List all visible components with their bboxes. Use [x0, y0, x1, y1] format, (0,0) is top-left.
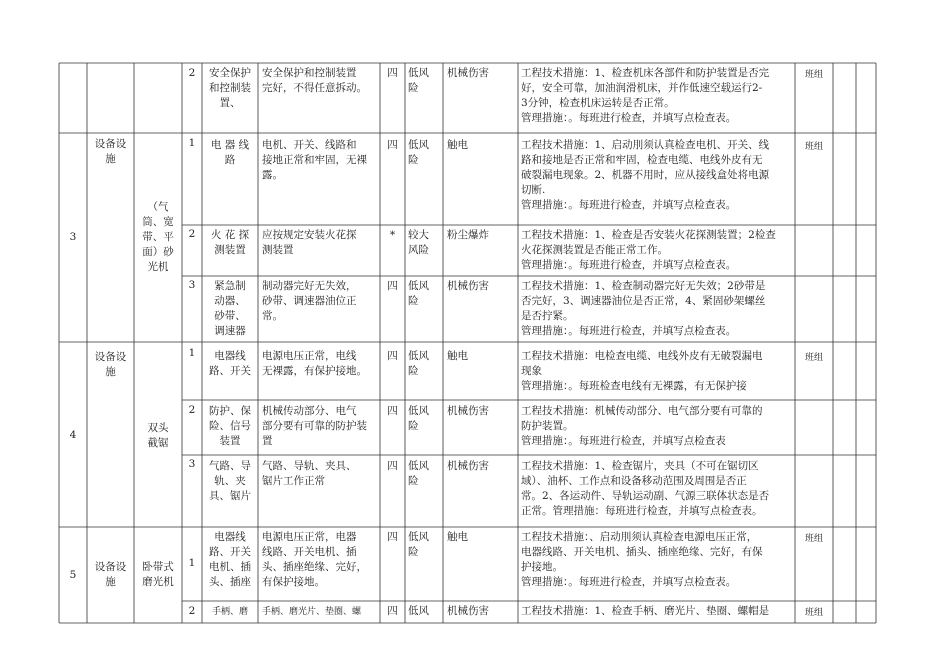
- item-index: 2: [188, 404, 196, 416]
- row-number: 3: [69, 231, 77, 243]
- risk-level: 低风: [408, 605, 429, 617]
- level-mark: 四: [387, 67, 398, 79]
- standard-text: 电机、开关、线路和 接地正常和牢固，无裸 露。: [262, 139, 367, 181]
- item-index: 2: [188, 605, 196, 617]
- risk-level: 低风 险: [408, 460, 429, 487]
- level-mark: 四: [387, 280, 398, 292]
- control-measures: 工程技术措施：1、检查机床各部件和防护装置是否完 好，安全可靠，加油润滑机床，并作低速空载运行2- 3分钟，检查机床运转是否正常。 管理措施：。每班进行检查，并填写点检查表。: [521, 67, 770, 124]
- responsible-owner: 班组: [804, 608, 823, 618]
- standard-text: 电源电压正常，电器 线路、开关电机、插 头、插座绝缘、完好， 有保护接地。: [262, 531, 367, 588]
- inspection-part: 安全保护 和控制装 置、: [209, 67, 251, 109]
- responsible-owner: 班组: [804, 353, 823, 363]
- risk-level: 低风 险: [408, 280, 429, 307]
- risk-level: 低风 险: [408, 67, 429, 94]
- inspection-part: 火 花 探 测装置: [210, 229, 250, 256]
- accident-type: 粉尘爆炸: [447, 229, 489, 241]
- control-measures: 工程技术措施：1、检查是否安装火花探测装置；2检查 火花探测装置是否能正常工作。 管理措施：。每班进行检查，并填写点检查表。: [521, 229, 776, 271]
- category-label: 设备设 施: [94, 138, 127, 165]
- accident-type: 机械伤害: [447, 460, 489, 472]
- accident-type: 机械伤害: [447, 280, 489, 292]
- inspection-part: 手柄、磨: [211, 607, 248, 617]
- accident-type: 机械伤害: [447, 405, 489, 417]
- item-index: 3: [188, 279, 196, 291]
- accident-type: 触电: [447, 350, 468, 362]
- row-number: 5: [69, 569, 77, 581]
- standard-text: 气路、导轨、夹具、 锯片工作正常: [262, 460, 357, 487]
- item-index: 2: [188, 67, 196, 79]
- standard-text: 安全保护和控制装置 完好，不得任意拆动。: [262, 67, 367, 94]
- level-mark: 四: [387, 605, 398, 617]
- equipment-name: 卧带式 磨光机: [142, 561, 174, 588]
- level-mark: 四: [387, 531, 398, 543]
- accident-type: 机械伤害: [447, 67, 489, 79]
- inspection-part: 电器线 路、开关: [209, 350, 251, 377]
- control-measures: 工程技术措施：1、启动刖须认真检查电机、开关、线 路和接地是否正常和牢固，检查电缆、电线外皮有无 破裂漏电现象。2、机器不用时，应从接线盒处将电源 切断. 管理措施：。每班进行检查，并填写点检查表。: [521, 139, 770, 211]
- risk-level: 低风 险: [408, 139, 429, 166]
- item-index: 1: [188, 347, 196, 359]
- control-measures: 工程技术措施：机械传动部分、电气部分要有可靠的 防护装置。 管理措施：。每班进行检查，并填写点检查表: [521, 405, 763, 447]
- equipment-name: （气 筒、宽 带、平 面）砂 光机: [142, 201, 174, 273]
- risk-level: 低风 险: [408, 531, 429, 558]
- item-index: 3: [188, 458, 196, 470]
- standard-text: 制动器完好无失效， 砂带、调速器油位正 常。: [262, 280, 357, 322]
- risk-level: 较大 风险: [408, 229, 429, 256]
- responsible-owner: 班组: [804, 534, 823, 544]
- standard-text: 机械传动部分、电气 部分要有可靠的防护装 置: [262, 405, 367, 447]
- standard-text: 电源电压正常，电线 无裸露，有保护接地。: [262, 350, 367, 377]
- control-measures: 工程技术措施：电检查电缆、电线外皮有无破裂漏电 现象 管理措施：。每班检查电线有无裸露，有无保护接: [521, 350, 763, 392]
- inspection-part: 紧急制 动器、 砂带、 调速器: [214, 280, 246, 337]
- item-index: 2: [188, 228, 196, 240]
- inspection-part: 电器线 路、开关 电机、插 头、插座: [209, 531, 251, 588]
- control-measures: 工程技术措施：1、检查手柄、磨光片、垫圈、螺帽是: [521, 605, 770, 617]
- category-label: 设备设 施: [94, 351, 127, 378]
- level-mark: 四: [387, 139, 398, 151]
- standard-text: 手柄、磨光片、垫圈、螺: [262, 607, 362, 617]
- accident-type: 触电: [447, 139, 468, 151]
- inspection-part: 气路、导 轨、夹 具、锯片: [209, 460, 251, 502]
- item-index: 1: [188, 137, 196, 149]
- responsible-owner: 班组: [804, 70, 823, 80]
- control-measures: 工程技术措施：、启动刖须认真检查电源电压正常， 电器线路、开关电机、插头、插座绝缘、完好，有保 护接地。 管理措施：。每班进行检查，并填写点检查表。: [521, 531, 763, 588]
- level-mark: 四: [387, 350, 398, 362]
- equipment-name: 双头 截锯: [147, 422, 169, 449]
- control-measures: 工程技术措施：1、检查锯片，夹具（不可在锯切区 域）、油杯、工作点和设备移动范围及周围是否正 常。2、各运动件、导轨运动副、气源三联体状态是否 正常。管理措施：每班进行检查，并填写点检查表。: [521, 460, 770, 517]
- inspection-part: 防护、保 险、信号 装置: [209, 405, 251, 447]
- accident-type: 机械伤害: [447, 605, 489, 617]
- standard-text: 应按规定安装火花探 测装置: [262, 229, 357, 256]
- row-number: 4: [69, 429, 77, 441]
- inspection-part: 电 器 线 路: [210, 139, 250, 166]
- level-mark: *: [389, 229, 396, 241]
- risk-level: 低风 险: [408, 350, 429, 377]
- responsible-owner: 班组: [804, 142, 823, 152]
- item-index: 1: [188, 557, 196, 569]
- risk-level: 低风 险: [408, 405, 429, 432]
- level-mark: 四: [387, 405, 398, 417]
- category-label: 设备设 施: [94, 561, 127, 588]
- control-measures: 工程技术措施：1、检查制动器完好无失效；2砂带是 否完好，3、调速器油位是否正常，4、紧固砂架螺丝 是否拧紧。 管理措施：。每班进行检查，并填写点检查表。: [521, 280, 766, 337]
- accident-type: 触电: [447, 531, 468, 543]
- level-mark: 四: [387, 460, 398, 472]
